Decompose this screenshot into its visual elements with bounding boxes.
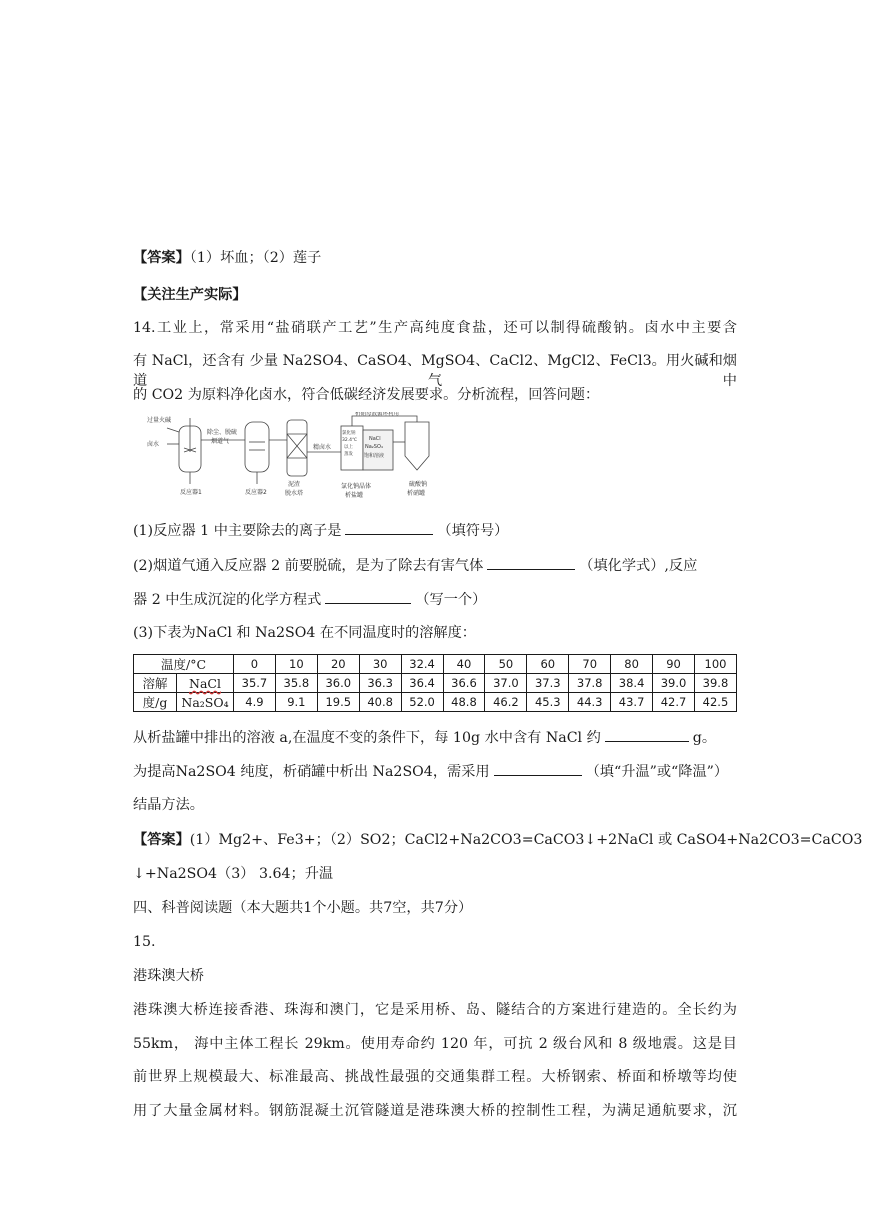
- svg-text:Na₂SO₄: Na₂SO₄: [365, 444, 383, 450]
- q14-answer-line-1: [133, 830, 863, 850]
- part-2-text: (2)烟道气通入反应器 2 前要脱硫，是为了除去有害气体: [133, 558, 484, 574]
- nacl-label-cell: [177, 674, 234, 693]
- answer-text: (1）Mg2+、Fe3+；（2）SO2；CaCl2+Na2CO3=CaCO3↓+2NaCl 或 CaSO4+Na2CO3=CaCO3: [189, 832, 863, 848]
- svg-text:氯化钠: 氯化钠: [342, 431, 356, 436]
- q14-line-3: 的 CO2 为原料净化卤水，符合低碳经济发展要求。分析流程，回答问题：: [133, 387, 600, 403]
- temp-cell: 80: [611, 655, 653, 674]
- process-flow-diagram: [145, 412, 457, 508]
- q14-part-2: [133, 555, 737, 576]
- temp-cell: 10: [275, 655, 317, 674]
- q15-title: 港珠澳大桥: [133, 968, 204, 984]
- nacl-cell: 36.0: [317, 674, 359, 693]
- na2so4-cell: 46.2: [485, 693, 527, 712]
- temp-cell: 100: [694, 655, 736, 674]
- temp-cell: 70: [569, 655, 611, 674]
- svg-text:饱和溶液: 饱和溶液: [364, 453, 385, 459]
- svg-text:过量火碱: 过量火碱: [147, 417, 172, 424]
- na2so4-cell: 43.7: [611, 693, 653, 712]
- temp-cell: 20: [317, 655, 359, 674]
- na2so4-cell: 44.3: [569, 693, 611, 712]
- answer-blank-2[interactable]: [487, 555, 575, 570]
- nacl-cell: 37.8: [569, 674, 611, 693]
- q14-part-4: [133, 727, 737, 748]
- q15-line-3: 前世界上规模最大、标准最高、挑战性最强的交通集群工程。大桥钢索、桥面和桥墩等均使: [133, 1069, 737, 1085]
- temp-cell: 50: [485, 655, 527, 674]
- svg-text:精卤水: 精卤水: [313, 444, 332, 451]
- q15-line-2: 55km， 海中主体工程长 29km。使用寿命约 120 年，可抗 2 级台风和 8 级地震。这是目: [133, 1036, 737, 1052]
- table-row-na2so4: [134, 693, 737, 712]
- svg-text:泥渣: 泥渣: [288, 481, 301, 488]
- nacl-cell: 36.3: [359, 674, 401, 693]
- temp-cell: 60: [527, 655, 569, 674]
- svg-text:以上: 以上: [344, 445, 353, 450]
- nacl-cell: 37.3: [527, 674, 569, 693]
- temp-cell: 30: [359, 655, 401, 674]
- answer-blank-3[interactable]: [325, 589, 411, 604]
- na2so4-label: Na₂SO₄: [177, 693, 234, 712]
- section-4-heading: 四、科普阅读题（本大题共1个小题。共7空，共7分）: [133, 900, 473, 916]
- dehydration-tower-shape: [287, 420, 307, 476]
- header-cell: 温度/°C: [134, 655, 234, 674]
- svg-text:烟道气: 烟道气: [211, 438, 230, 445]
- part-5-text: 为提高Na2SO4 纯度，析硝罐中析出 Na2SO4，需采用: [133, 764, 490, 780]
- answer-label: 【答案】: [133, 250, 190, 266]
- q14-answer-line-2: ↓+Na2SO4（3） 3.64；升温: [133, 866, 334, 882]
- svg-text:反应器1: 反应器1: [180, 489, 202, 496]
- nacl-cell: 36.4: [401, 674, 443, 693]
- na2so4-cell: 40.8: [359, 693, 401, 712]
- part-1-text: (1)反应器 1 中主要除去的离子是: [133, 523, 342, 539]
- answer-text: （1）坏血；（2）莲子: [189, 250, 322, 266]
- nacl-cell: 35.8: [275, 674, 317, 693]
- svg-text:蒸发: 蒸发: [344, 452, 353, 457]
- q14-line-2: 有 NaCl，还含有 少量 Na2SO4、CaSO4、MgSO4、CaCl2、MgCl2、FeCl3。用火碱和烟道气中: [133, 353, 737, 389]
- svg-text:硫酸钠: 硫酸钠: [409, 481, 428, 488]
- q14-line-1: 14.工业上，常采用“盐硝联产工艺”生产高纯度食盐，还可以制得硫酸钠。卤水中主要含: [133, 320, 737, 336]
- svg-text:析硝罐: 析硝罐: [407, 490, 426, 497]
- svg-text:析盐罐: 析盐罐: [345, 492, 364, 499]
- q14-part-1: [133, 520, 737, 541]
- temp-cell: 90: [653, 655, 695, 674]
- na2so4-cell: 42.5: [694, 693, 736, 712]
- answer-blank-4[interactable]: [605, 727, 689, 742]
- answer-blank-5[interactable]: [494, 761, 582, 776]
- answer-label: 【答案】: [133, 832, 190, 848]
- solubility-table: [133, 654, 737, 712]
- row-group-label-1: 溶解: [134, 674, 177, 693]
- reactor-2-shape: [245, 422, 269, 472]
- na2so4-tank-shape: [405, 422, 429, 470]
- q14-part-3: (3)下表为NaCl 和 Na2SO4 在不同温度时的溶解度：: [133, 625, 476, 641]
- q15-line-1: 港珠澳大桥连接香港、珠海和澳门，它是采用桥、岛、隧结合的方案进行建造的。全长约为: [133, 1002, 737, 1018]
- part-4-unit: g。: [692, 730, 717, 746]
- part-4-text: 从析盐罐中排出的溶液 a,在温度不变的条件下，每 10g 水中含有 NaCl 约: [133, 730, 601, 746]
- q15-number: 15.: [133, 934, 156, 950]
- q14-part-2b: [133, 589, 737, 610]
- temp-cell: 0: [234, 655, 276, 674]
- na2so4-cell: 42.7: [653, 693, 695, 712]
- nacl-label: NaCl: [189, 675, 221, 691]
- answer-blank-1[interactable]: [345, 520, 433, 535]
- part-2-hint: （填化学式）,反应: [579, 558, 698, 574]
- section-heading: 【关注生产实际】: [133, 287, 247, 303]
- svg-text:除尘、脱硫: 除尘、脱硫: [207, 429, 238, 436]
- svg-text:32.4℃: 32.4℃: [342, 438, 358, 443]
- na2so4-cell: 19.5: [317, 693, 359, 712]
- part-2b-text: 器 2 中生成沉淀的化学方程式: [133, 592, 322, 608]
- temp-cell: 32.4: [401, 655, 443, 674]
- na2so4-cell: 52.0: [401, 693, 443, 712]
- part-5-hint: （填“升温”或“降温”）: [585, 764, 729, 780]
- svg-text:析硝母液循环利用: 析硝母液循环利用: [355, 412, 400, 417]
- svg-text:脱水塔: 脱水塔: [285, 490, 304, 497]
- nacl-cell: 38.4: [611, 674, 653, 693]
- q14-part-5: [133, 761, 737, 782]
- na2so4-cell: 45.3: [527, 693, 569, 712]
- svg-text:反应器2: 反应器2: [245, 489, 267, 496]
- nacl-cell: 37.0: [485, 674, 527, 693]
- na2so4-cell: 4.9: [234, 693, 276, 712]
- na2so4-cell: 9.1: [275, 693, 317, 712]
- svg-text:卤水: 卤水: [147, 441, 160, 448]
- row-group-label-2: 度/g: [134, 693, 177, 712]
- na2so4-cell: 48.8: [443, 693, 485, 712]
- nacl-cell: 39.0: [653, 674, 695, 693]
- temp-cell: 40: [443, 655, 485, 674]
- part-1-hint: （填符号）: [437, 523, 509, 539]
- nacl-cell: 36.6: [443, 674, 485, 693]
- svg-text:氯化钠晶体: 氯化钠晶体: [341, 483, 372, 490]
- nacl-cell: 35.7: [234, 674, 276, 693]
- nacl-cell: 39.8: [694, 674, 736, 693]
- svg-text:NaCl: NaCl: [369, 436, 381, 442]
- q14-part-6: 结晶方法。: [133, 797, 204, 813]
- table-row-nacl: [134, 674, 737, 693]
- part-2b-hint: （写一个）: [415, 592, 487, 608]
- table-row-header: [134, 655, 737, 674]
- answer-line-1: [133, 248, 737, 268]
- q15-line-4: 用了大量金属材料。钢筋混凝土沉管隧道是港珠澳大桥的控制性工程，为满足通航要求，沉: [133, 1103, 737, 1119]
